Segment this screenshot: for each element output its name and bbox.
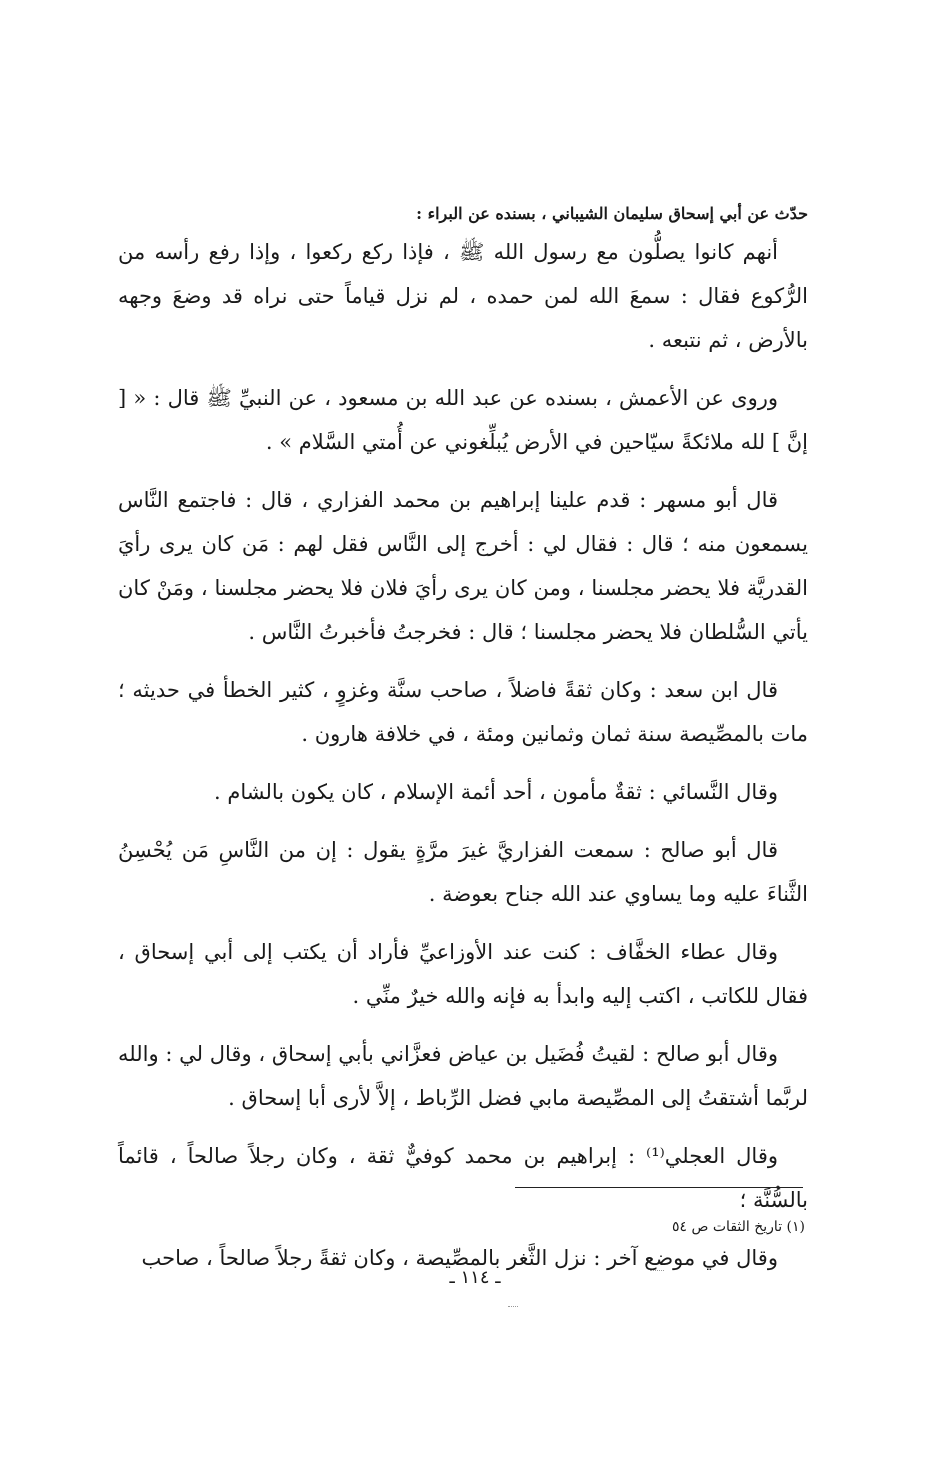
- paragraph-2: وروى عن الأعمش ، بسنده عن عبد الله بن مسعود ، عن النبيِّ ﷺ قال : « [ إنَّ ] لله ملائكةً سيّاحين في الأرض يُبلِّغوني عن أُمتي السَّلام » .: [118, 386, 808, 454]
- paragraph-4: قال ابن سعد : وكان ثقةً فاضلاً ، صاحب سنَّة وغزوٍ ، كثير الخطأ في حديثه ؛ مات بالمصِّيصة سنة ثمان وثمانين ومئة ، في خلافة هارون .: [118, 678, 808, 746]
- footnote: (١) تاريخ الثقات ص ٥٤: [672, 1219, 805, 1235]
- footnote-separator: [515, 1187, 803, 1188]
- scan-speck: [650, 1270, 664, 1271]
- paragraph-1: أنهم كانوا يصلُّون مع رسول الله ﷺ ، فإذا ركع ركعوا ، وإذا رفع رأسه من الرُّكوع فقال : سمعَ الله لمن حمده ، لم نزل قياماً حتى نراه قد وضعَ وجهه بالأرض ، ثم نتبعه .: [118, 240, 808, 352]
- main-text: [118, 200, 808, 1280]
- page-number: ـ ١١٤ ـ: [449, 1267, 501, 1288]
- paragraph-7: وقال عطاء الخفَّاف : كنت عند الأوزاعيِّ فأراد أن يكتب إلى أبي إسحاق ، فقال للكاتب ، اكتب إليه وابدأ به فإنه والله خيرٌ منِّي .: [118, 940, 808, 1008]
- paragraph-10: وقال في موضع آخر : نزل الثَّغر بالمصِّيصة ، وكان ثقةً رجلاً صالحاً ، صاحب: [141, 1246, 778, 1270]
- paragraph-3: قال أبو مسهر : قدم علينا إبراهيم بن محمد الفزاري ، قال : فاجتمع النَّاس يسمعون منه ؛ قال : فقال لي : أخرج إلى النَّاس فقل لهم : مَن كان يرى رأيَ القدريَّة فلا يحضر مجلسنا ، ومن كان يرى رأيَ فلان فلا يحضر مجلسنا ، ومَنْ كان يأتي السُّلطان فلا يحضر مجلسنا ؛ قال : فخرجتُ فأخبرتُ النَّاس .: [118, 488, 808, 644]
- paragraph-6: قال أبو صالح : سمعت الفزاريَّ غيرَ مرَّةٍ يقول : إن من النَّاسِ مَن يُحْسِنُ الثَّناءَ عليه وما يساوي عند الله جناح بعوضة .: [118, 838, 808, 906]
- paragraph-8: وقال أبو صالح : لقيتُ فُضَيل بن عياض فعزَّاني بأبي إسحاق ، وقال لي : والله لربَّما أشتقتُ إلى المصِّيصة مابي فضل الرِّباط ، إلاَّ لأرى أبا إسحاق .: [118, 1042, 808, 1110]
- paragraph-5: وقال النَّسائي : ثقةٌ مأمون ، أحد أئمة الإسلام ، كان يكون بالشام .: [213, 780, 778, 804]
- paragraph-9: وقال العجلي⁽¹⁾ : إبراهيم بن محمد كوفيٌّ ثقة ، وكان رجلاً صالحاً ، قائماً بالسُّنَّة ؛: [118, 1144, 808, 1212]
- section-heading: حدّث عن أبي إسحاق سليمان الشيباني ، بسنده عن البراء :: [416, 204, 808, 223]
- scan-speck: [508, 1306, 518, 1307]
